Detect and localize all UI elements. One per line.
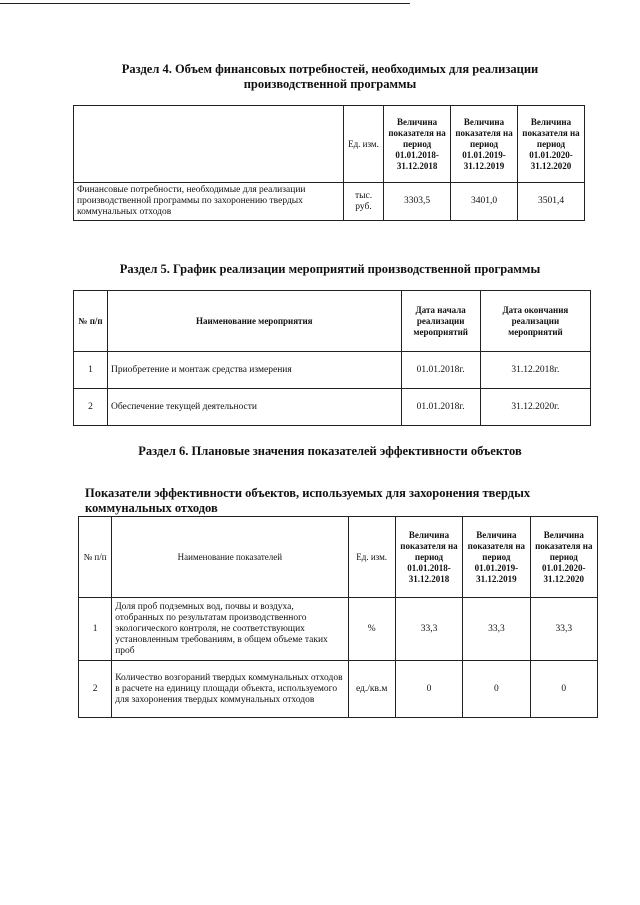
value-2018: 3303,5 [384, 183, 451, 221]
period-2020-header: Величина показателя на период 01.01.2020-31.12.2020 [518, 106, 585, 183]
section6-subtitle [85, 486, 575, 516]
section5-table [73, 290, 591, 426]
row-num: 2 [74, 389, 108, 426]
table-header-row [74, 106, 585, 183]
unit-header: Ед. изм. [343, 106, 383, 183]
indicator-name-header: Наименование показателей [112, 517, 348, 598]
start-date-header: Дата начала реализации мероприятий [401, 291, 480, 352]
unit-header: Ед. изм. [348, 517, 395, 598]
value-2020: 3501,4 [518, 183, 585, 221]
section6-subtitle-line2: коммунальных отходов [85, 501, 218, 515]
unit-cell: тыс. руб. [343, 183, 383, 221]
activity-name-header: Наименование мероприятия [107, 291, 401, 352]
section4-title [90, 62, 570, 92]
indicator-name: Количество возгораний твердых коммунальных отходов в расчете на единицу площади объекта, используемого для захоронения твердых коммунальных отходов [112, 661, 348, 718]
table-header-row [79, 517, 598, 598]
value-2020: 33,3 [530, 598, 597, 661]
period-2018-header: Величина показателя на период 01.01.2018-31.12.2018 [395, 517, 462, 598]
value-2019: 3401,0 [451, 183, 518, 221]
section4-title-line1: Раздел 4. Объем финансовых потребностей, необходимых для реализации [121, 62, 539, 76]
period-2019-header: Величина показателя на период 01.01.2019-31.12.2019 [463, 517, 530, 598]
table-row [79, 661, 598, 718]
value-2019: 0 [463, 661, 530, 718]
num-header: № п/п [74, 291, 108, 352]
row-num: 1 [79, 598, 112, 661]
section6-subtitle-line1: Показатели эффективности объектов, используемых для захоронения твердых [85, 486, 531, 500]
end-date: 31.12.2020г. [480, 389, 590, 426]
num-header: № п/п [79, 517, 112, 598]
end-date-header: Дата окончания реализации мероприятий [480, 291, 590, 352]
indicator-name: Доля проб подземных вод, почвы и воздуха, отобранных по результатам производственного экологического контроля, не соответствующих установленным требованиям, в общем объеме таких проб [112, 598, 348, 661]
start-date: 01.01.2018г. [401, 352, 480, 389]
top-rule [0, 3, 410, 4]
row-num: 1 [74, 352, 108, 389]
value-2020: 0 [530, 661, 597, 718]
activity-name: Обеспечение текущей деятельности [107, 389, 401, 426]
unit-cell: % [348, 598, 395, 661]
start-date: 01.01.2018г. [401, 389, 480, 426]
table-row [74, 352, 591, 389]
section4-table [73, 105, 585, 221]
financial-needs-label: Финансовые потребности, необходимые для реализации производственной программы по захоронению твердых коммунальных отходов [74, 183, 344, 221]
value-2019: 33,3 [463, 598, 530, 661]
table-row [74, 183, 585, 221]
table-row [74, 389, 591, 426]
row-num: 2 [79, 661, 112, 718]
end-date: 31.12.2018г. [480, 352, 590, 389]
section5-title: Раздел 5. График реализации мероприятий производственной программы [119, 262, 541, 276]
section4-title-line2: производственной программы [243, 77, 417, 91]
section6-title: Раздел 6. Плановые значения показателей эффективности объектов [138, 444, 522, 458]
period-2018-header: Величина показателя на период 01.01.2018-31.12.2018 [384, 106, 451, 183]
section6-table [78, 516, 598, 718]
period-2020-header: Величина показателя на период 01.01.2020-31.12.2020 [530, 517, 597, 598]
value-2018: 33,3 [395, 598, 462, 661]
table-row [79, 598, 598, 661]
empty-header-cell [74, 106, 344, 183]
unit-cell: ед./кв.м [348, 661, 395, 718]
activity-name: Приобретение и монтаж средства измерения [107, 352, 401, 389]
value-2018: 0 [395, 661, 462, 718]
period-2019-header: Величина показателя на период 01.01.2019-31.12.2019 [451, 106, 518, 183]
table-header-row [74, 291, 591, 352]
